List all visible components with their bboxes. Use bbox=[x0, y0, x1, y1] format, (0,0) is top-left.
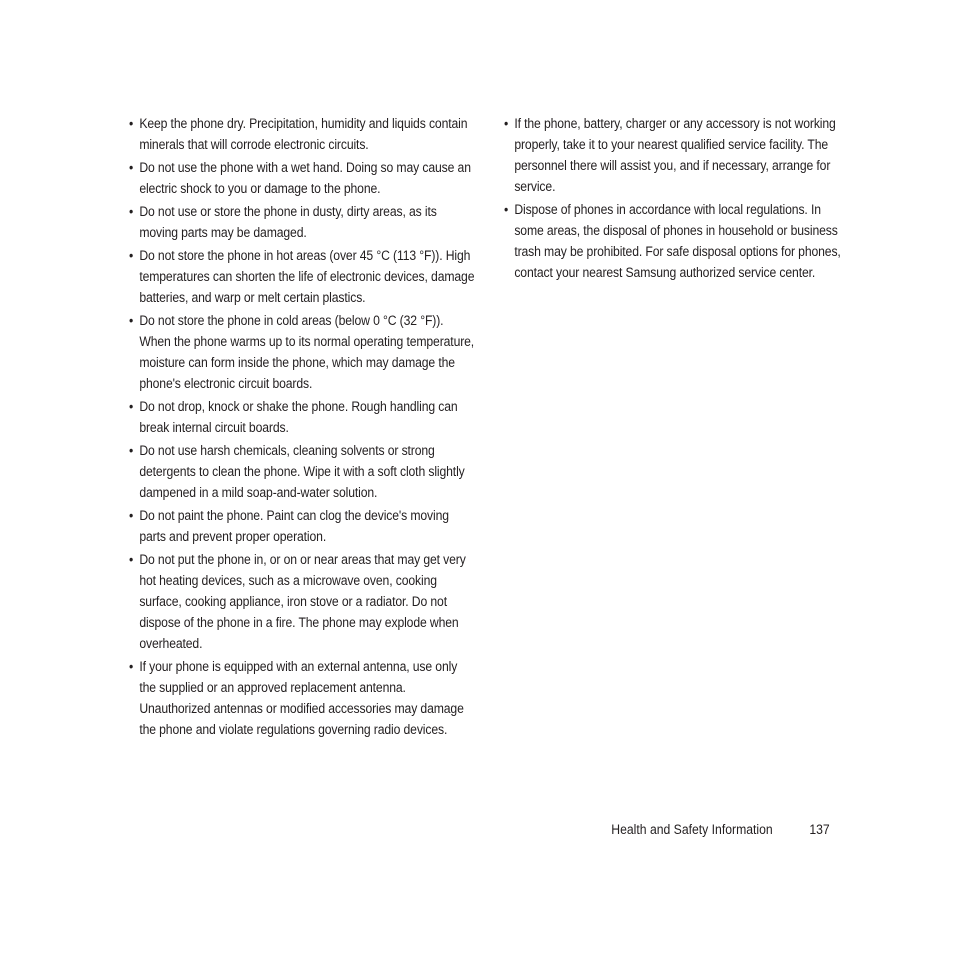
footer-section-title: Health and Safety Information bbox=[611, 822, 773, 838]
right-bullet-list bbox=[504, 114, 839, 286]
list-item bbox=[129, 246, 475, 309]
bullet-marker: • bbox=[129, 313, 134, 329]
list-item-text: Do not store the phone in hot areas (over 45 °C (113 °F)). High temperatures can shorten the life of electronic devices, damage batteries, and warp or melt certain plastics. bbox=[139, 248, 475, 306]
list-item-text: Do not store the phone in cold areas (below 0 °C (32 °F)). When the phone warms up to its normal operating temperature, moisture can form inside the phone, which may damage the phone's electronic circuit boards. bbox=[139, 313, 475, 392]
bullet-marker: • bbox=[129, 204, 134, 220]
left-bullet-list bbox=[129, 114, 475, 743]
list-item bbox=[129, 158, 475, 200]
list-item bbox=[504, 114, 850, 198]
list-item-text: Do not use the phone with a wet hand. Doing so may cause an electric shock to you or damage to the phone. bbox=[139, 160, 471, 197]
list-item bbox=[129, 657, 475, 741]
bullet-marker: • bbox=[129, 160, 134, 176]
list-item-text: Do not paint the phone. Paint can clog the device's moving parts and prevent proper operation. bbox=[139, 508, 449, 545]
bullet-marker: • bbox=[504, 116, 509, 132]
page-number: 137 bbox=[809, 822, 830, 838]
list-item bbox=[129, 506, 475, 548]
list-item-text: Do not use or store the phone in dusty, dirty areas, as its moving parts may be damaged. bbox=[139, 204, 437, 241]
list-item bbox=[129, 202, 475, 244]
list-item bbox=[504, 200, 850, 284]
bullet-marker: • bbox=[129, 116, 134, 132]
list-item-text: If the phone, battery, charger or any accessory is not working properly, take it to your nearest qualified service facility. The personnel there will assist you, and if necessary, arrange for service. bbox=[514, 116, 836, 195]
list-item-text: Keep the phone dry. Precipitation, humidity and liquids contain minerals that will corrode electronic circuits. bbox=[139, 116, 468, 153]
bullet-marker: • bbox=[504, 202, 509, 218]
bullet-marker: • bbox=[129, 443, 134, 459]
list-item bbox=[129, 114, 475, 156]
page-footer bbox=[560, 820, 830, 840]
list-item bbox=[129, 550, 475, 655]
bullet-marker: • bbox=[129, 659, 134, 675]
bullet-marker: • bbox=[129, 399, 134, 415]
bullet-marker: • bbox=[129, 508, 134, 524]
bullet-marker: • bbox=[129, 248, 134, 264]
bullet-marker: • bbox=[129, 552, 134, 568]
list-item bbox=[129, 441, 475, 504]
list-item-text: Dispose of phones in accordance with local regulations. In some areas, the disposal of phones in household or business trash may be prohibited. For safe disposal options for phones, contact your nearest Samsung authorized service center. bbox=[514, 202, 841, 281]
list-item-text: Do not drop, knock or shake the phone. Rough handling can break internal circuit boards. bbox=[139, 399, 458, 436]
list-item-text: Do not use harsh chemicals, cleaning solvents or strong detergents to clean the phone. Wipe it with a soft cloth slightly dampened in a mild soap-and-water solution. bbox=[139, 443, 465, 501]
list-item-text: If your phone is equipped with an external antenna, use only the supplied or an approved replacement antenna. Unauthorized antennas or modified accessories may damage the phone and violate regulations governing radio devices. bbox=[139, 659, 464, 738]
list-item bbox=[129, 311, 475, 395]
list-item bbox=[129, 397, 475, 439]
list-item-text: Do not put the phone in, or on or near areas that may get very hot heating devices, such as a microwave oven, cooking surface, cooking appliance, iron stove or a radiator. Do not dispose of the phone in a fire. The phone may explode when overheated. bbox=[139, 552, 466, 652]
